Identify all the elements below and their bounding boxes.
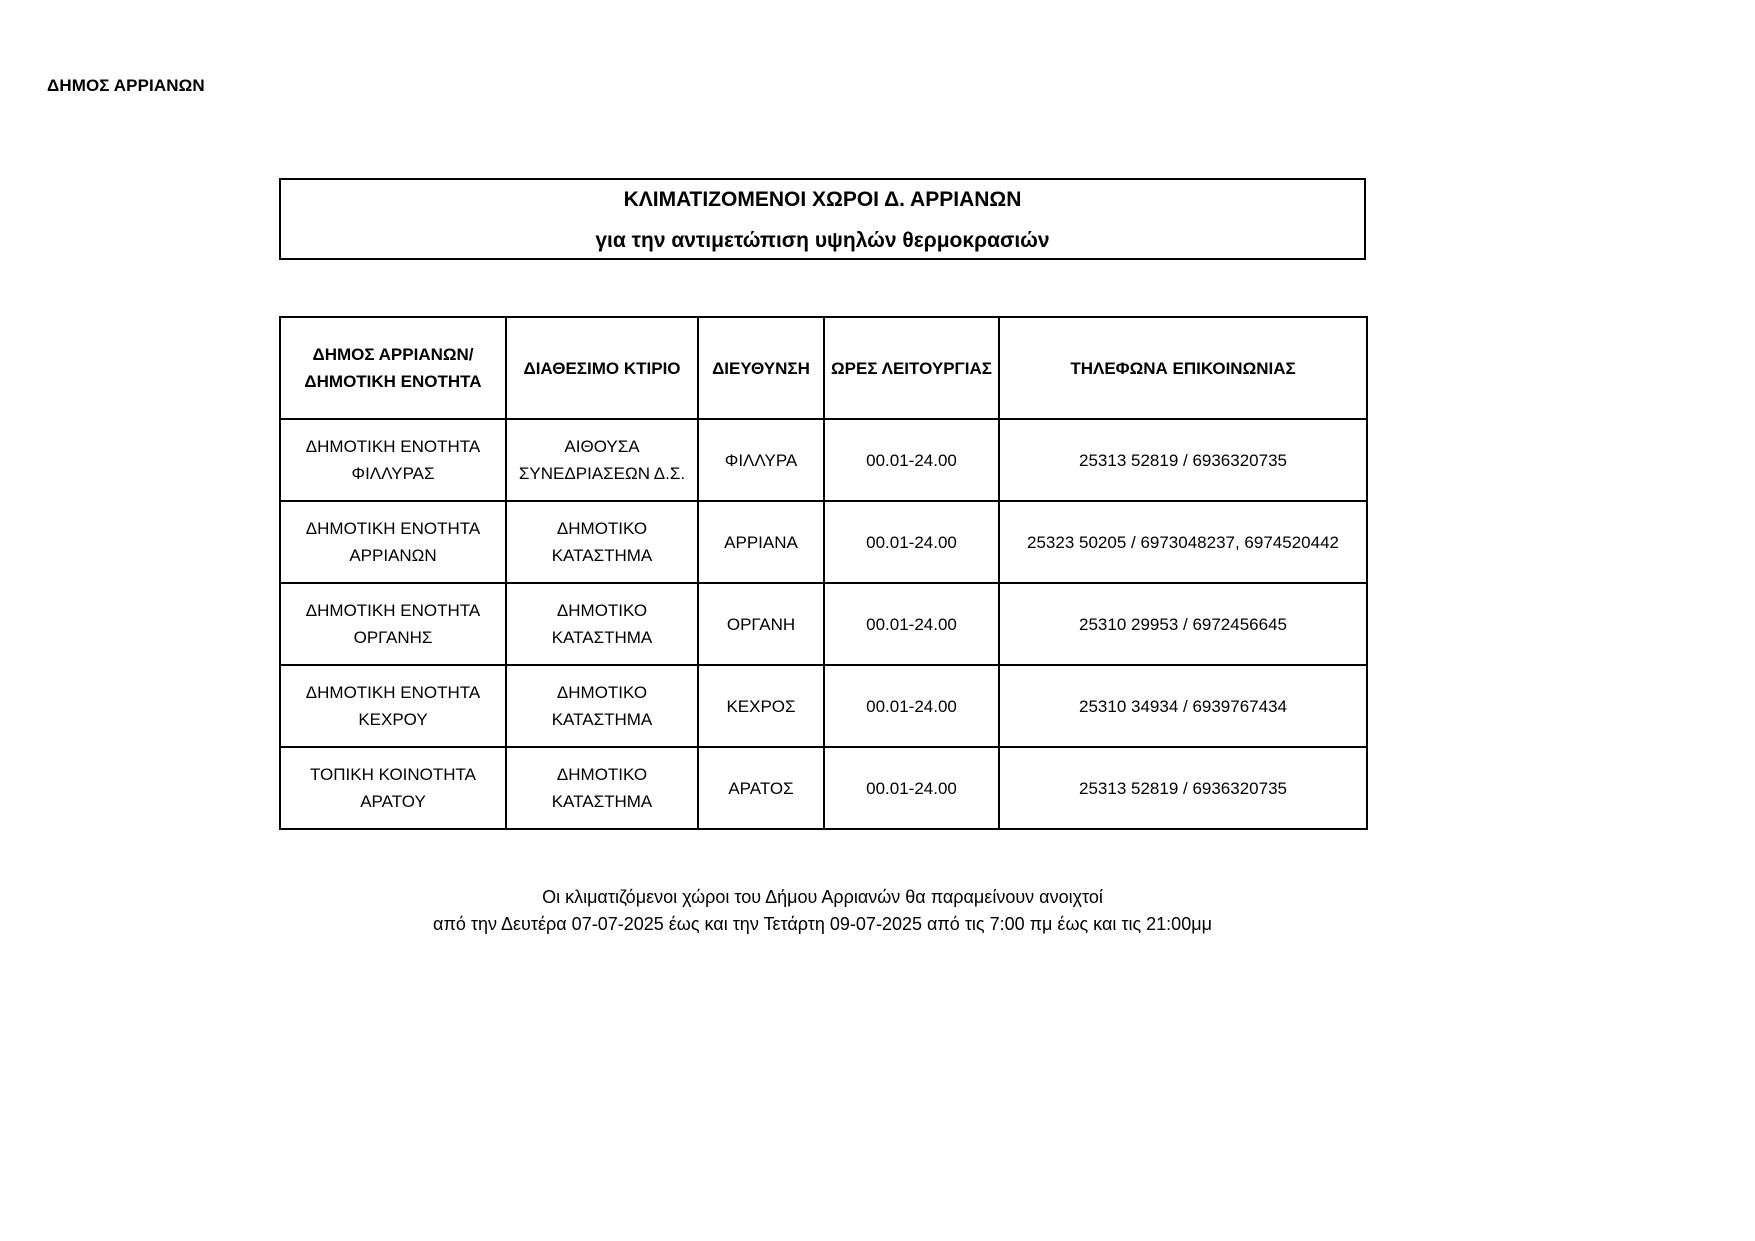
cell-municipal-unit: ΤΟΠΙΚΗ ΚΟΙΝΟΤΗΤΑ ΑΡΑΤΟΥ bbox=[280, 747, 506, 829]
cell-address: ΑΡΑΤΟΣ bbox=[698, 747, 824, 829]
cell-municipal-unit: ΔΗΜΟΤΙΚΗ ΕΝΟΤΗΤΑ ΑΡΡΙΑΝΩΝ bbox=[280, 501, 506, 583]
cell-building: ΔΗΜΟΤΙΚΟ ΚΑΤΑΣΤΗΜΑ bbox=[506, 665, 698, 747]
cell-hours: 00.01-24.00 bbox=[824, 583, 999, 665]
cell-phones: 25310 34934 / 6939767434 bbox=[999, 665, 1367, 747]
cell-municipal-unit: ΔΗΜΟΤΙΚΗ ΕΝΟΤΗΤΑ ΚΕΧΡΟΥ bbox=[280, 665, 506, 747]
cell-hours: 00.01-24.00 bbox=[824, 501, 999, 583]
table-row bbox=[280, 419, 1367, 501]
table-row bbox=[280, 583, 1367, 665]
column-header-available-building: ΔΙΑΘΕΣΙΜΟ ΚΤΙΡΙΟ bbox=[506, 317, 698, 419]
column-header-contact-phones: ΤΗΛΕΦΩΝΑ ΕΠΙΚΟΙΝΩΝΙΑΣ bbox=[999, 317, 1367, 419]
column-header-municipal-unit: ΔΗΜΟΣ ΑΡΡΙΑΝΩΝ/ ΔΗΜΟΤΙΚΗ ΕΝΟΤΗΤΑ bbox=[280, 317, 506, 419]
cell-hours: 00.01-24.00 bbox=[824, 747, 999, 829]
footer-line-1: Οι κλιματιζόμενοι χώροι του Δήμου Αρριανών θα παραμείνουν ανοιχτοί bbox=[542, 887, 1103, 907]
cell-hours: 00.01-24.00 bbox=[824, 665, 999, 747]
footer-line-2: από την Δευτέρα 07-07-2025 έως και την Τετάρτη 09-07-2025 από τις 7:00 πμ έως και τις 21:00μμ bbox=[433, 914, 1212, 934]
column-header-address: ΔΙΕΥΘΥΝΣΗ bbox=[698, 317, 824, 419]
table-row bbox=[280, 747, 1367, 829]
cell-address: ΟΡΓΑΝΗ bbox=[698, 583, 824, 665]
cell-phones: 25313 52819 / 6936320735 bbox=[999, 747, 1367, 829]
column-header-operating-hours: ΩΡΕΣ ΛΕΙΤΟΥΡΓΙΑΣ bbox=[824, 317, 999, 419]
air-conditioned-spaces-table bbox=[279, 316, 1368, 830]
document-subtitle: για την αντιμετώπιση υψηλών θερμοκρασιών bbox=[595, 229, 1050, 252]
footer-note bbox=[0, 884, 1645, 938]
cell-building: ΔΗΜΟΤΙΚΟ ΚΑΤΑΣΤΗΜΑ bbox=[506, 501, 698, 583]
table-header-row bbox=[280, 317, 1367, 419]
cell-phones: 25313 52819 / 6936320735 bbox=[999, 419, 1367, 501]
cell-address: ΦΙΛΛΥΡΑ bbox=[698, 419, 824, 501]
cell-phones: 25310 29953 / 6972456645 bbox=[999, 583, 1367, 665]
cell-address: ΚΕΧΡΟΣ bbox=[698, 665, 824, 747]
cell-building: ΔΗΜΟΤΙΚΟ ΚΑΤΑΣΤΗΜΑ bbox=[506, 747, 698, 829]
cell-municipal-unit: ΔΗΜΟΤΙΚΗ ΕΝΟΤΗΤΑ ΦΙΛΛΥΡΑΣ bbox=[280, 419, 506, 501]
page-header: ΔΗΜΟΣ ΑΡΡΙΑΝΩΝ bbox=[47, 76, 205, 95]
cell-building: ΔΗΜΟΤΙΚΟ ΚΑΤΑΣΤΗΜΑ bbox=[506, 583, 698, 665]
cell-municipal-unit: ΔΗΜΟΤΙΚΗ ΕΝΟΤΗΤΑ ΟΡΓΑΝΗΣ bbox=[280, 583, 506, 665]
table-row bbox=[280, 501, 1367, 583]
cell-address: ΑΡΡΙΑΝΑ bbox=[698, 501, 824, 583]
cell-building: ΑΙΘΟΥΣΑ ΣΥΝΕΔΡΙΑΣΕΩΝ Δ.Σ. bbox=[506, 419, 698, 501]
table-row bbox=[280, 665, 1367, 747]
document-title: ΚΛΙΜΑΤΙΖΟΜΕΝΟΙ ΧΩΡΟΙ Δ. ΑΡΡΙΑΝΩΝ bbox=[623, 188, 1022, 211]
cell-hours: 00.01-24.00 bbox=[824, 419, 999, 501]
cell-phones: 25323 50205 / 6973048237, 6974520442 bbox=[999, 501, 1367, 583]
title-box bbox=[279, 178, 1366, 260]
